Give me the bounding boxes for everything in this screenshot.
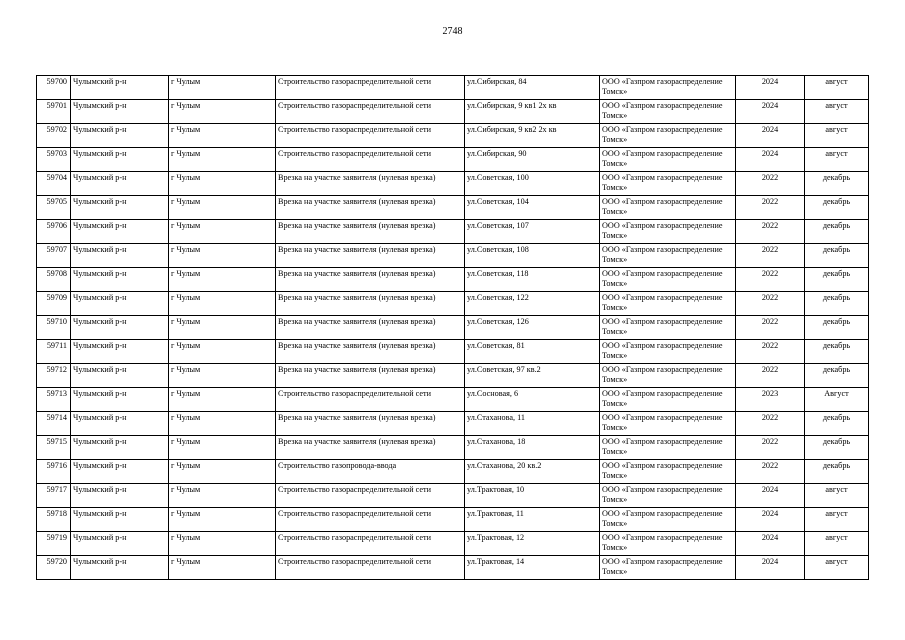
cell-district: Чулымский р-н [71,436,169,460]
table-row [37,460,869,484]
cell-month: декабрь [805,292,869,316]
cell-address: ул.Советская, 97 кв.2 [465,364,600,388]
cell-district: Чулымский р-н [71,172,169,196]
cell-address: ул.Трактовая, 12 [465,532,600,556]
cell-work-type: Строительство газораспределительной сети [276,100,465,124]
cell-work-type: Строительство газопровода-ввода [276,460,465,484]
cell-address: ул.Сибирская, 9 кв1 2х кв [465,100,600,124]
cell-year: 2024 [736,148,805,172]
cell-district: Чулымский р-н [71,484,169,508]
table-row [37,364,869,388]
cell-year: 2024 [736,508,805,532]
cell-district: Чулымский р-н [71,460,169,484]
cell-address: ул.Стаханова, 11 [465,412,600,436]
cell-organization: ООО «Газпром газораспределение Томск» [600,172,736,196]
table-row [37,292,869,316]
cell-year: 2024 [736,100,805,124]
cell-organization: ООО «Газпром газораспределение Томск» [600,532,736,556]
cell-district: Чулымский р-н [71,412,169,436]
table-body [37,76,869,580]
cell-work-type: Строительство газораспределительной сети [276,388,465,412]
cell-address: ул.Стаханова, 20 кв.2 [465,460,600,484]
cell-locality: г Чулым [169,436,276,460]
cell-district: Чулымский р-н [71,220,169,244]
cell-work-type: Строительство газораспределительной сети [276,124,465,148]
cell-year: 2022 [736,268,805,292]
cell-district: Чулымский р-н [71,340,169,364]
cell-work-type: Строительство газораспределительной сети [276,76,465,100]
cell-number: 59707 [37,244,71,268]
table-row [37,172,869,196]
cell-address: ул.Трактовая, 10 [465,484,600,508]
cell-address: ул.Советская, 118 [465,268,600,292]
cell-district: Чулымский р-н [71,556,169,580]
cell-month: декабрь [805,364,869,388]
cell-locality: г Чулым [169,76,276,100]
cell-number: 59710 [37,316,71,340]
cell-district: Чулымский р-н [71,316,169,340]
cell-organization: ООО «Газпром газораспределение Томск» [600,148,736,172]
cell-year: 2024 [736,484,805,508]
cell-address: ул.Советская, 104 [465,196,600,220]
table-row [37,340,869,364]
cell-number: 59714 [37,412,71,436]
cell-month: август [805,508,869,532]
cell-locality: г Чулым [169,532,276,556]
cell-district: Чулымский р-н [71,364,169,388]
cell-month: декабрь [805,340,869,364]
cell-number: 59706 [37,220,71,244]
cell-organization: ООО «Газпром газораспределение Томск» [600,412,736,436]
cell-work-type: Врезка на участке заявителя (нулевая врезка) [276,172,465,196]
cell-address: ул.Советская, 107 [465,220,600,244]
cell-organization: ООО «Газпром газораспределение Томск» [600,124,736,148]
cell-year: 2022 [736,340,805,364]
cell-organization: ООО «Газпром газораспределение Томск» [600,364,736,388]
cell-work-type: Врезка на участке заявителя (нулевая врезка) [276,196,465,220]
cell-number: 59720 [37,556,71,580]
cell-work-type: Врезка на участке заявителя (нулевая врезка) [276,340,465,364]
cell-number: 59701 [37,100,71,124]
cell-work-type: Строительство газораспределительной сети [276,148,465,172]
cell-month: декабрь [805,172,869,196]
cell-locality: г Чулым [169,556,276,580]
cell-month: декабрь [805,196,869,220]
cell-month: декабрь [805,436,869,460]
cell-number: 59705 [37,196,71,220]
cell-locality: г Чулым [169,124,276,148]
cell-work-type: Врезка на участке заявителя (нулевая врезка) [276,364,465,388]
cell-district: Чулымский р-н [71,508,169,532]
cell-address: ул.Советская, 126 [465,316,600,340]
table-row [37,76,869,100]
cell-organization: ООО «Газпром газораспределение Томск» [600,388,736,412]
cell-work-type: Строительство газораспределительной сети [276,508,465,532]
cell-locality: г Чулым [169,292,276,316]
cell-organization: ООО «Газпром газораспределение Томск» [600,508,736,532]
cell-district: Чулымский р-н [71,292,169,316]
table-row [37,244,869,268]
cell-year: 2022 [736,364,805,388]
cell-work-type: Врезка на участке заявителя (нулевая врезка) [276,412,465,436]
cell-number: 59711 [37,340,71,364]
cell-organization: ООО «Газпром газораспределение Томск» [600,76,736,100]
cell-year: 2022 [736,292,805,316]
table-row [37,268,869,292]
cell-district: Чулымский р-н [71,388,169,412]
cell-address: ул.Сосновая, 6 [465,388,600,412]
cell-locality: г Чулым [169,484,276,508]
table-row [37,556,869,580]
cell-address: ул.Советская, 108 [465,244,600,268]
cell-year: 2024 [736,556,805,580]
cell-locality: г Чулым [169,268,276,292]
cell-number: 59708 [37,268,71,292]
cell-district: Чулымский р-н [71,532,169,556]
cell-organization: ООО «Газпром газораспределение Томск» [600,484,736,508]
cell-locality: г Чулым [169,244,276,268]
table-row [37,436,869,460]
cell-work-type: Строительство газораспределительной сети [276,532,465,556]
cell-month: август [805,484,869,508]
cell-month: декабрь [805,460,869,484]
cell-address: ул.Советская, 122 [465,292,600,316]
cell-address: ул.Трактовая, 14 [465,556,600,580]
table-row [37,388,869,412]
cell-number: 59719 [37,532,71,556]
cell-month: декабрь [805,316,869,340]
cell-month: декабрь [805,268,869,292]
cell-organization: ООО «Газпром газораспределение Томск» [600,268,736,292]
cell-organization: ООО «Газпром газораспределение Томск» [600,460,736,484]
cell-locality: г Чулым [169,340,276,364]
cell-work-type: Строительство газораспределительной сети [276,556,465,580]
cell-locality: г Чулым [169,460,276,484]
cell-work-type: Врезка на участке заявителя (нулевая врезка) [276,244,465,268]
cell-locality: г Чулым [169,196,276,220]
cell-number: 59700 [37,76,71,100]
cell-number: 59715 [37,436,71,460]
cell-year: 2022 [736,460,805,484]
cell-organization: ООО «Газпром газораспределение Томск» [600,556,736,580]
cell-number: 59709 [37,292,71,316]
table-row [37,124,869,148]
cell-locality: г Чулым [169,508,276,532]
cell-year: 2024 [736,532,805,556]
cell-organization: ООО «Газпром газораспределение Томск» [600,436,736,460]
cell-year: 2022 [736,196,805,220]
cell-address: ул.Сибирская, 84 [465,76,600,100]
cell-number: 59717 [37,484,71,508]
cell-address: ул.Стаханова, 18 [465,436,600,460]
cell-month: декабрь [805,244,869,268]
cell-locality: г Чулым [169,316,276,340]
cell-address: ул.Сибирская, 9 кв2 2х кв [465,124,600,148]
cell-work-type: Строительство газораспределительной сети [276,484,465,508]
cell-address: ул.Сибирская, 90 [465,148,600,172]
table-row [37,532,869,556]
cell-organization: ООО «Газпром газораспределение Томск» [600,244,736,268]
cell-address: ул.Трактовая, 11 [465,508,600,532]
cell-work-type: Врезка на участке заявителя (нулевая врезка) [276,268,465,292]
cell-month: август [805,124,869,148]
gasification-table [36,75,869,580]
cell-number: 59703 [37,148,71,172]
cell-address: ул.Советская, 100 [465,172,600,196]
cell-organization: ООО «Газпром газораспределение Томск» [600,196,736,220]
cell-locality: г Чулым [169,364,276,388]
cell-year: 2024 [736,76,805,100]
cell-month: август [805,100,869,124]
cell-month: август [805,556,869,580]
cell-organization: ООО «Газпром газораспределение Томск» [600,292,736,316]
cell-number: 59716 [37,460,71,484]
cell-organization: ООО «Газпром газораспределение Томск» [600,340,736,364]
cell-month: Август [805,388,869,412]
cell-number: 59718 [37,508,71,532]
cell-month: декабрь [805,220,869,244]
cell-number: 59712 [37,364,71,388]
cell-district: Чулымский р-н [71,196,169,220]
cell-month: август [805,76,869,100]
cell-locality: г Чулым [169,100,276,124]
table-row [37,100,869,124]
cell-work-type: Врезка на участке заявителя (нулевая врезка) [276,292,465,316]
cell-number: 59713 [37,388,71,412]
table-row [37,220,869,244]
cell-year: 2022 [736,316,805,340]
cell-work-type: Врезка на участке заявителя (нулевая врезка) [276,436,465,460]
cell-organization: ООО «Газпром газораспределение Томск» [600,100,736,124]
cell-month: август [805,148,869,172]
cell-year: 2022 [736,220,805,244]
cell-work-type: Врезка на участке заявителя (нулевая врезка) [276,220,465,244]
cell-month: август [805,532,869,556]
cell-year: 2022 [736,436,805,460]
cell-locality: г Чулым [169,148,276,172]
cell-year: 2022 [736,172,805,196]
cell-number: 59702 [37,124,71,148]
page-number: 2748 [442,26,463,37]
cell-district: Чулымский р-н [71,124,169,148]
cell-district: Чулымский р-н [71,244,169,268]
cell-number: 59704 [37,172,71,196]
cell-district: Чулымский р-н [71,100,169,124]
table-row [37,148,869,172]
cell-organization: ООО «Газпром газораспределение Томск» [600,220,736,244]
cell-district: Чулымский р-н [71,148,169,172]
cell-year: 2023 [736,388,805,412]
cell-locality: г Чулым [169,220,276,244]
table-row [37,196,869,220]
table-row [37,412,869,436]
table-row [37,316,869,340]
cell-work-type: Врезка на участке заявителя (нулевая врезка) [276,316,465,340]
cell-month: декабрь [805,412,869,436]
cell-locality: г Чулым [169,172,276,196]
cell-organization: ООО «Газпром газораспределение Томск» [600,316,736,340]
cell-district: Чулымский р-н [71,76,169,100]
cell-locality: г Чулым [169,412,276,436]
cell-address: ул.Советская, 81 [465,340,600,364]
cell-locality: г Чулым [169,388,276,412]
table-row [37,508,869,532]
cell-district: Чулымский р-н [71,268,169,292]
table-row [37,484,869,508]
cell-year: 2022 [736,412,805,436]
cell-year: 2022 [736,244,805,268]
cell-year: 2024 [736,124,805,148]
